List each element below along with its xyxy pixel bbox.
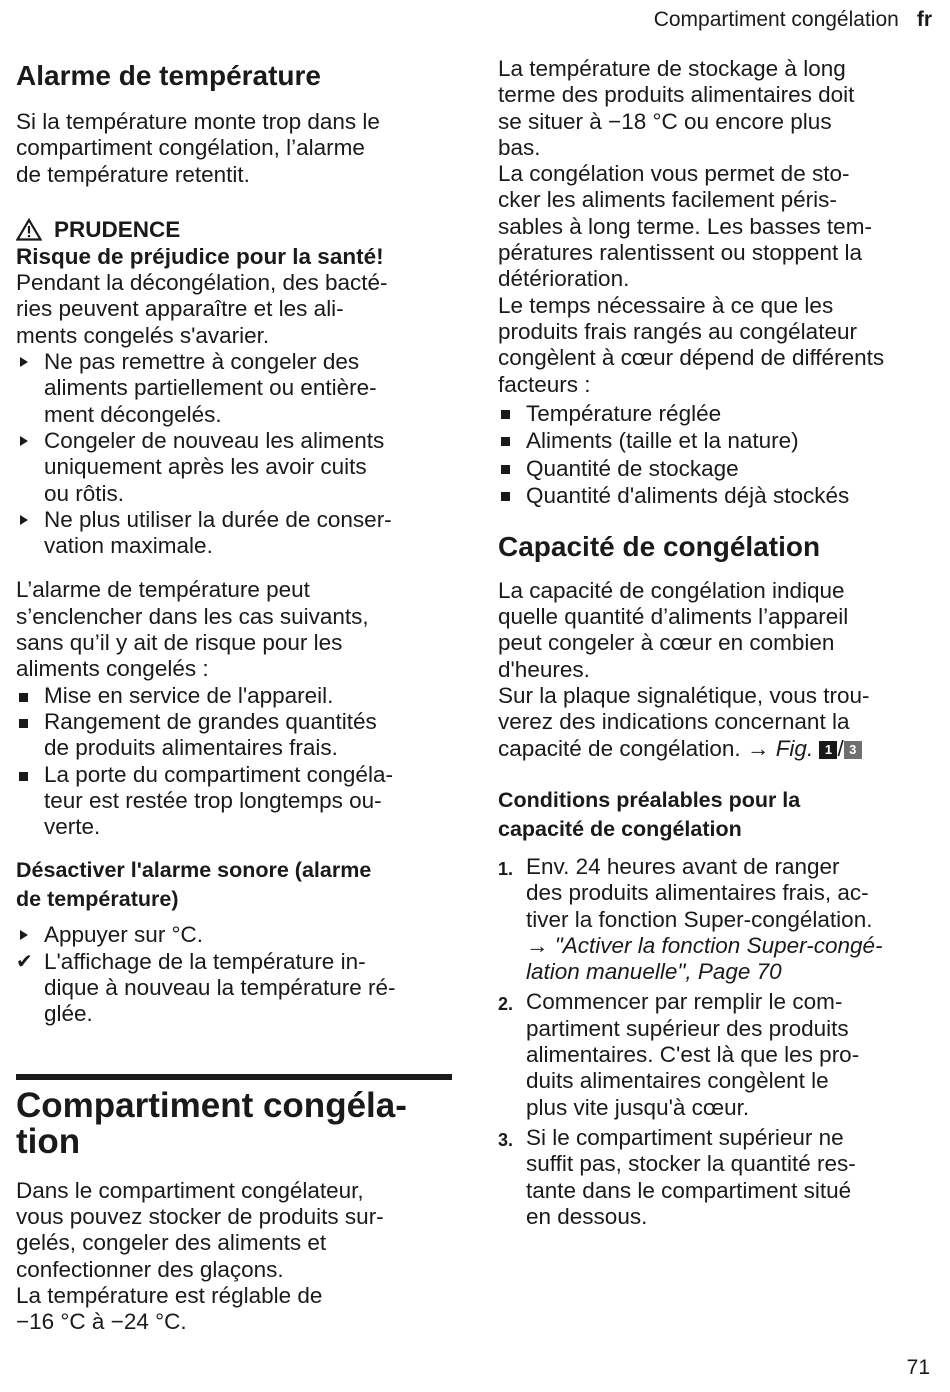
running-header [654, 8, 932, 32]
capacity-heading: Capacité de congélation [498, 530, 821, 562]
caution-subtitle: Risque de préjudice pour la santé! [16, 243, 384, 269]
step-item: 2. Commencer par remplir le com- partiment supérieur des produits alimentaires. C'est là que les pro- duits alimentaires congèlent le plus vite jusqu'à cœur. [498, 989, 860, 1120]
factors-list [498, 400, 936, 510]
header-language: fr [916, 8, 932, 31]
deactivate-heading: Désactiver l'alarme sonore (alarme de température) [16, 858, 372, 912]
caution-label: PRUDENCE [54, 216, 181, 242]
left-column [16, 56, 452, 1335]
cases-intro: L’alarme de température peut s’enclencher dans les cas suivants, sans qu’il y ait de risque pour les aliments congelés : [16, 577, 369, 682]
list-item: Quantité de stockage [498, 455, 936, 483]
storage-text: La température de stockage à long terme des produits alimentaires doit se situer à −18 °C ou encore plus bas. La congélation vous permet de sto- cker les aliments facilement péris- sables à long terme. Les basses tem- pératures ralentissent ou stoppent la détérioration. Le temps nécessaire à ce que les produits frais rangés au congélateur congèlent à cœur dépend de différents facteurs : [498, 56, 885, 397]
right-column [498, 56, 936, 1230]
alarm-heading: Alarme de température [16, 60, 322, 91]
figure-reference-link[interactable]: → Fig. [746, 735, 820, 761]
deactivate-step: Appuyer sur °C. [16, 922, 452, 948]
step-number: 3. [498, 1129, 514, 1150]
figure-1-badge: 1 [819, 741, 837, 759]
deactivate-steps [16, 922, 452, 1027]
list-item: La porte du compartiment congéla- teur est restée trop longtemps ou- verte. [16, 762, 452, 841]
figure-3-badge: 3 [844, 741, 862, 759]
step-number: 2. [498, 994, 514, 1015]
step-item: 3. Si le compartiment supérieur ne suffit pas, stocker la quantité res- tante dans le compartiment situé en dessous. [498, 1124, 856, 1229]
alarm-intro-line: Si la température monte trop dans le [16, 109, 380, 134]
capacity-last-line: capacité de congélation. → Fig. 1 / 3 [498, 736, 936, 762]
page-number: 71 [906, 1356, 930, 1379]
caution-text-line: ments congelés s'avarier. [16, 322, 270, 348]
header-section-title: Compartiment congélation [653, 8, 899, 31]
checkmark-icon: ✔ [16, 950, 33, 973]
step-item: 1. Env. 24 heures avant de ranger des produits alimentaires frais, ac- tiver la fonction Super-congélation. → "Activer la fonction Super-congé- lation manuelle", Page 70 [498, 854, 936, 985]
caution-text-line: ries peuvent apparaître et les ali- [16, 296, 344, 322]
step-number: 1. [498, 858, 514, 879]
section-title: Compartiment congéla- tion [16, 1085, 407, 1161]
page-reference-link[interactable]: → "Activer la fonction Super-congé- lation manuelle", Page 70 [526, 932, 883, 985]
alarm-intro-line: de température retentit. [16, 161, 250, 187]
alarm-intro-line: compartiment congélation, l’alarme [16, 135, 365, 161]
list-item: Mise en service de l'appareil. [16, 683, 452, 709]
conditions-steps [498, 854, 936, 1230]
list-item: Quantité d'aliments déjà stockés [498, 482, 936, 510]
caution-step: Ne plus utiliser la durée de conser- vation maximale. [16, 507, 452, 560]
list-item: Rangement de grandes quantités de produits alimentaires frais. [16, 709, 452, 762]
section-divider [16, 1074, 452, 1080]
caution-header [16, 216, 452, 244]
alarm-intro [16, 109, 452, 188]
caution-steps [16, 349, 452, 559]
conditions-heading: Conditions préalables pour la capacité de congélation [498, 787, 801, 841]
caution-text-line: Pendant la décongélation, des bacté- [16, 270, 388, 296]
list-item: Aliments (taille et la nature) [498, 427, 936, 455]
cases-list [16, 683, 452, 841]
caution-step: Ne pas remettre à congeler des aliments partiellement ou entière- ment décongelés. [16, 349, 452, 428]
list-item: Température réglée [498, 400, 936, 428]
capacity-text: La capacité de congélation indique quelle quantité d’aliments l’appareil peut congeler à cœur en combien d'heures. Sur la plaque signalétique, vous trou- verez des indications concernant la capacité de congélation. → Fig. 1 / 3 [498, 578, 936, 762]
warning-triangle-icon [16, 218, 42, 241]
deactivate-result: ✔ L'affichage de la température in- dique à nouveau la température ré- glée. [16, 948, 396, 1027]
section-intro: Dans le compartiment congélateur, vous pouvez stocker de produits sur- gelés, congeler des aliments et confectionner des glaçons. La température est réglable de −16 °C à −24 °C. [16, 1177, 384, 1335]
caution-step: Congeler de nouveau les aliments uniquement après les avoir cuits ou rôtis. [16, 428, 452, 507]
